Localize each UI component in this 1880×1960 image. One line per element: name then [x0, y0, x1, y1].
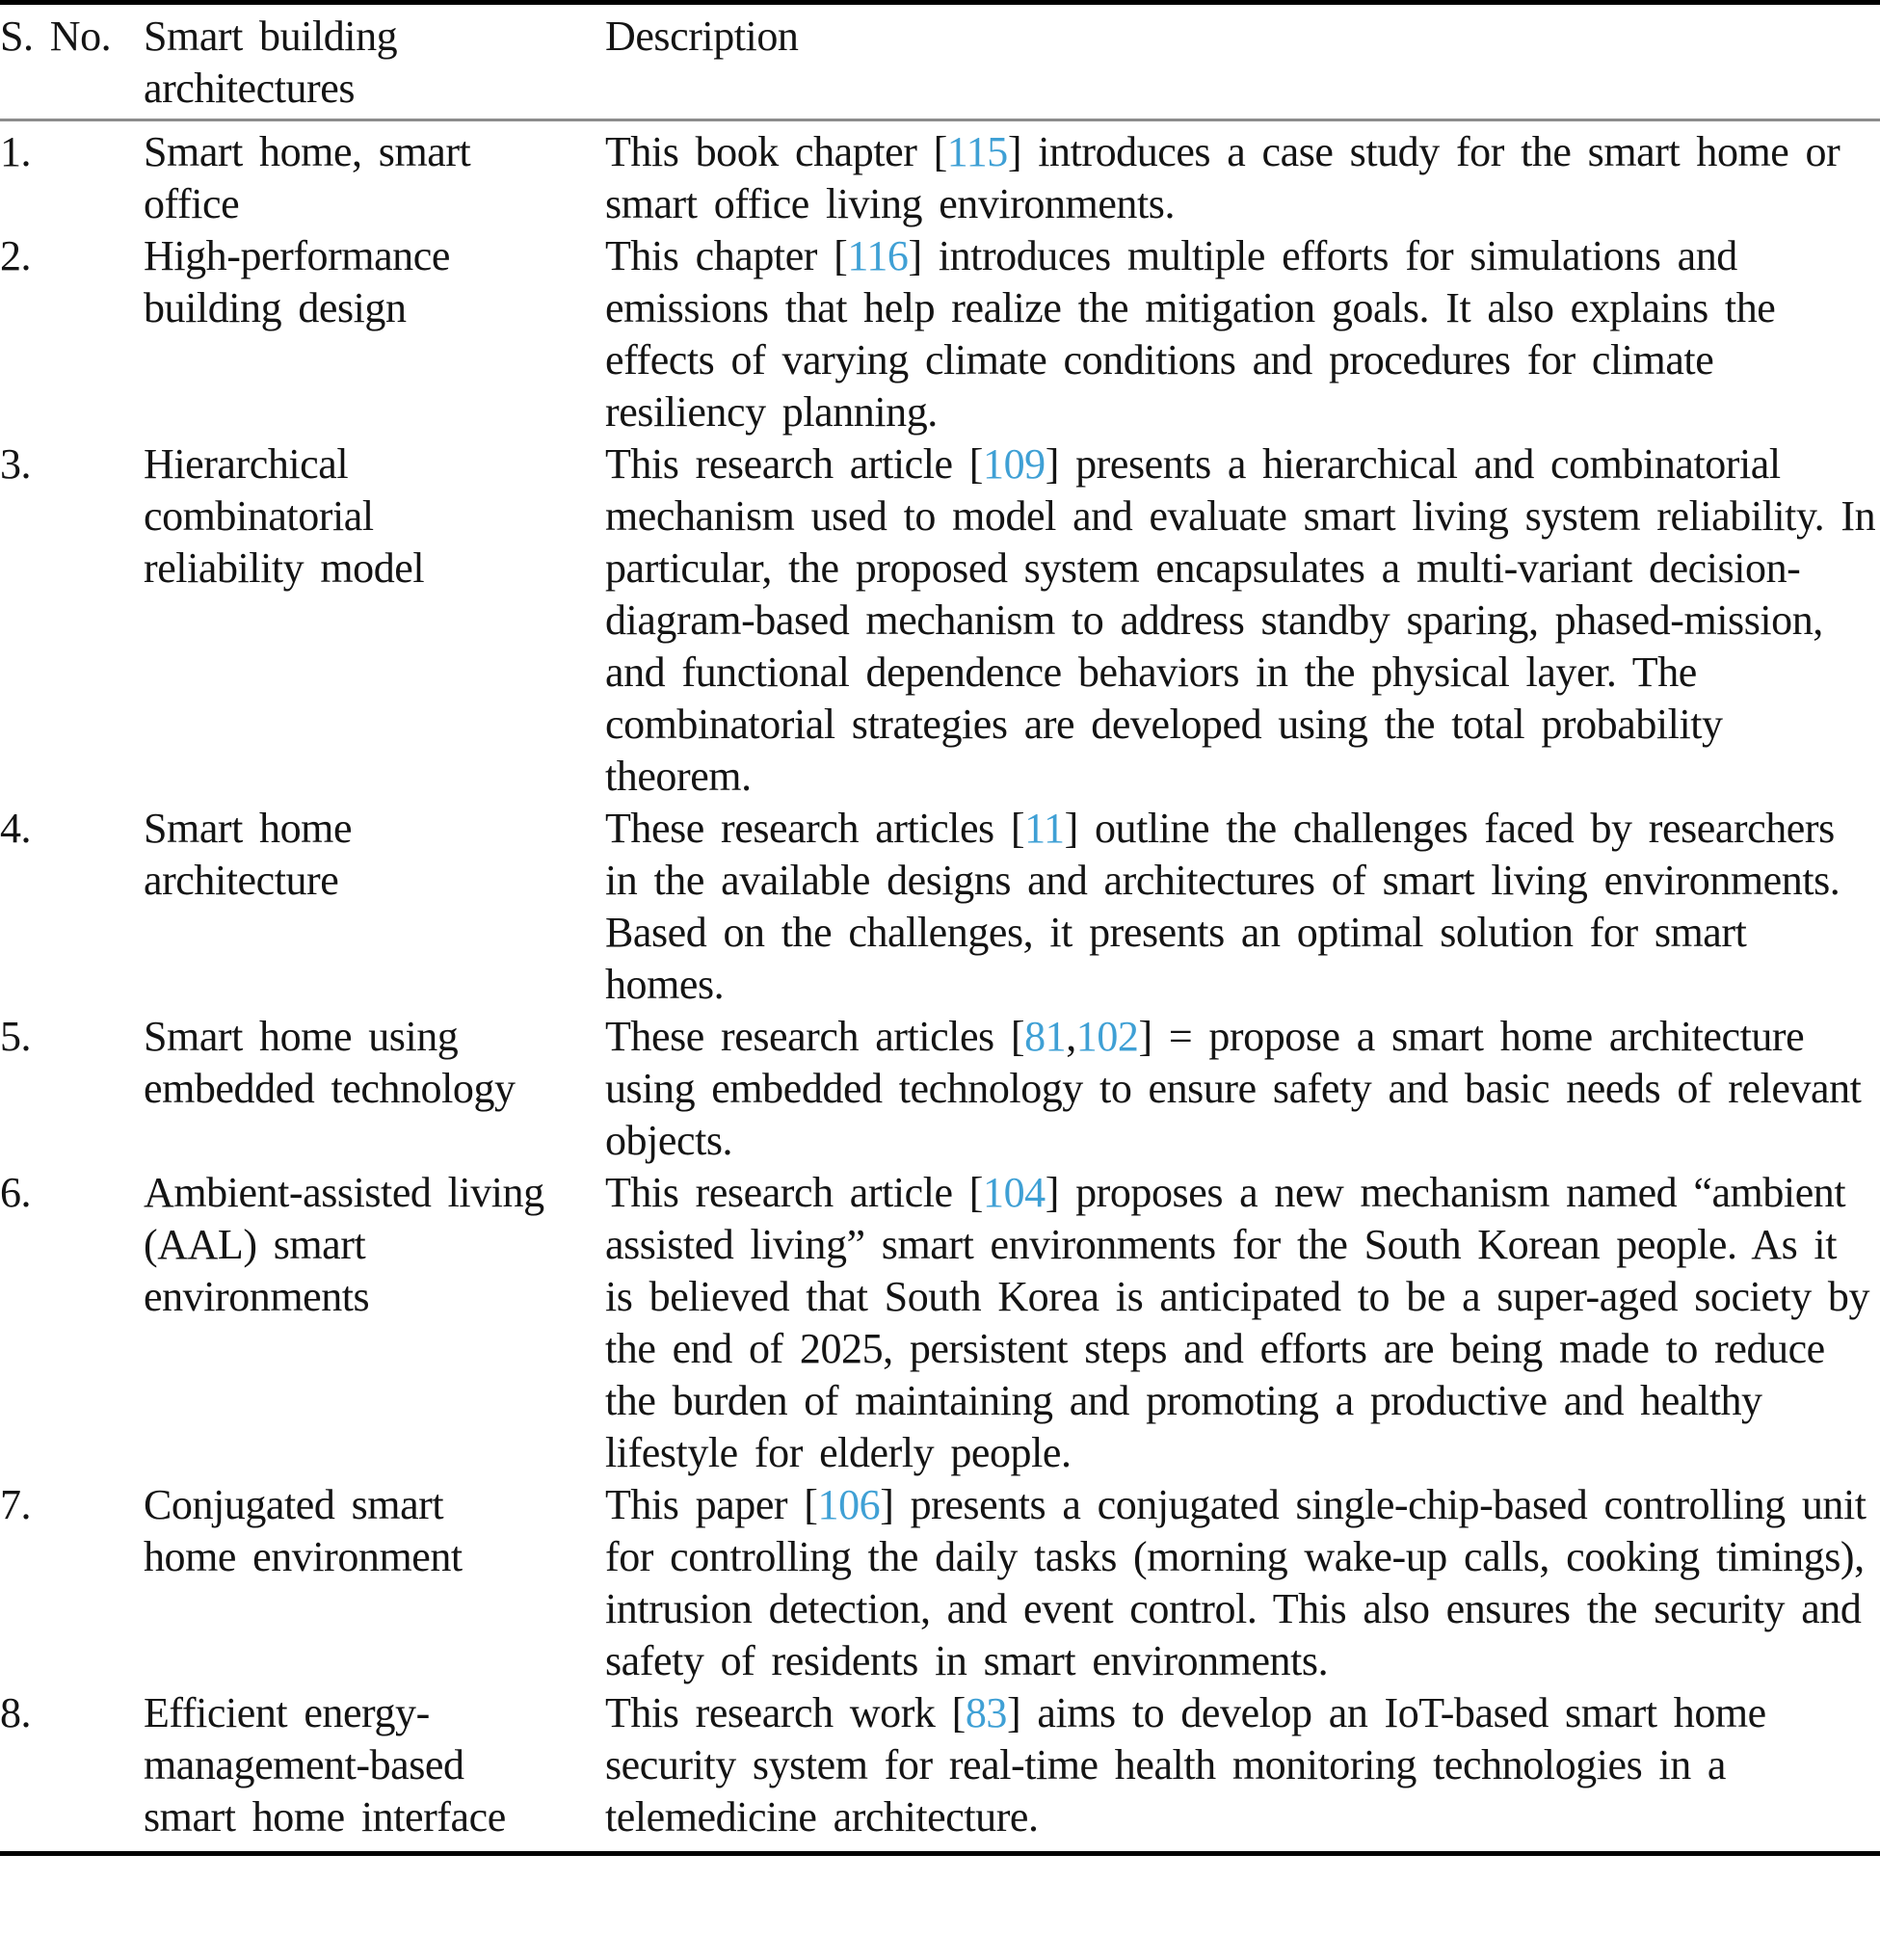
description-cell — [605, 1687, 1880, 1843]
citation-link[interactable]: 104 — [983, 1169, 1046, 1216]
description-text: This book chapter [ — [605, 128, 947, 175]
row-number: 7. — [0, 1481, 32, 1528]
column-header-sno: S. No. — [0, 13, 112, 60]
description-cell — [605, 803, 1880, 1011]
citation-link[interactable]: 106 — [817, 1481, 881, 1528]
table-bottom-border — [0, 1851, 1880, 1856]
citation-link[interactable]: 11 — [1024, 805, 1065, 852]
description-text: ] proposes a new mechanism named “ambient assisted living” smart environments for the South Korean people. As it is believed that South Korea is anticipated to be a super-aged society by the end of 2025, persistent steps and efforts are being made to reduce the burden of maintaining and promoting a productive and healthy lifestyle for elderly people. — [605, 1169, 1870, 1476]
description-cell — [605, 1479, 1880, 1687]
description-cell — [605, 230, 1880, 438]
row-number: 6. — [0, 1169, 32, 1216]
description-cell — [605, 438, 1880, 803]
table-body — [0, 121, 1880, 1851]
table-row — [0, 1687, 1880, 1843]
citation-link[interactable]: 81 — [1024, 1013, 1067, 1060]
row-number: 8. — [0, 1689, 32, 1736]
description-text: ] outline the challenges faced by researchers in the available designs and architectures of smart living environments. Based on the challenges, it presents an optimal solution for smart homes. — [605, 805, 1840, 1008]
description-text: These research articles [ — [605, 805, 1025, 852]
citation-link[interactable]: 102 — [1075, 1013, 1139, 1060]
citation-link[interactable]: 109 — [983, 440, 1046, 488]
column-header-description: Description — [605, 13, 799, 60]
row-number: 4. — [0, 805, 32, 852]
architecture-cell: Hierarchical combinatorial reliability model — [144, 440, 425, 592]
architecture-cell: Ambient-assisted living (AAL) smart environments — [144, 1169, 544, 1320]
table-row — [0, 1167, 1880, 1479]
description-cell — [605, 1167, 1880, 1479]
description-text: ] presents a hierarchical and combinatorial mechanism used to model and evaluate smart living system reliability. In particular, the proposed system encapsulates a multi-variant decision-diagram-based mechanism to address standby sparing, phased-mission, and functional dependence behaviors in the physical layer. The combinatorial strategies are developed using the total probability theorem. — [605, 440, 1876, 800]
description-text: ] = propose a smart home architecture using embedded technology to ensure safety and basic needs of relevant objects. — [605, 1013, 1862, 1164]
description-text: This chapter [ — [605, 232, 848, 279]
citation-link[interactable]: 116 — [847, 232, 909, 279]
description-text: ] introduces a case study for the smart home or smart office living environments. — [605, 128, 1840, 227]
architecture-cell: Smart home architecture — [144, 805, 353, 904]
description-text: This research article [ — [605, 440, 984, 488]
table-header-row — [0, 5, 1880, 119]
description-text: This research work [ — [605, 1689, 966, 1736]
architecture-cell: Smart home using embedded technology — [144, 1013, 516, 1112]
description-text: ] aims to develop an IoT-based smart home security system for real-time health monitoring technologies in a telemedicine architecture. — [605, 1689, 1766, 1841]
row-number: 3. — [0, 440, 32, 488]
description-text: This research article [ — [605, 1169, 984, 1216]
column-header-architectures: Smart building architectures — [144, 13, 398, 112]
row-number: 1. — [0, 128, 32, 175]
table-row — [0, 1479, 1880, 1687]
description-text: , — [1066, 1013, 1076, 1060]
description-text: This paper [ — [605, 1481, 818, 1528]
row-number: 2. — [0, 232, 32, 279]
table-row — [0, 803, 1880, 1011]
description-cell — [605, 126, 1880, 230]
architecture-cell: Conjugated smart home environment — [144, 1481, 463, 1580]
citation-link[interactable]: 83 — [965, 1689, 1007, 1736]
description-text: These research articles [ — [605, 1013, 1025, 1060]
table-row — [0, 126, 1880, 230]
table-row — [0, 438, 1880, 803]
architecture-cell: Smart home, smart office — [144, 128, 471, 227]
description-text: ] presents a conjugated single-chip-based controlling unit for controlling the daily tasks (morning wake-up calls, cooking timings), intrusion detection, and event control. This also ensures the security and safety of residents in smart environments. — [605, 1481, 1867, 1684]
description-text: ] introduces multiple efforts for simulations and emissions that help realize the mitigation goals. It also explains the effects of varying climate conditions and procedures for climate resiliency planning. — [605, 232, 1776, 436]
table-row — [0, 230, 1880, 438]
architecture-cell: High-performance building design — [144, 232, 450, 331]
description-cell — [605, 1011, 1880, 1167]
row-number: 5. — [0, 1013, 32, 1060]
citation-link[interactable]: 115 — [946, 128, 1008, 175]
architecture-cell: Efficient energy-management-based smart home interface — [144, 1689, 506, 1841]
table-row — [0, 1011, 1880, 1167]
